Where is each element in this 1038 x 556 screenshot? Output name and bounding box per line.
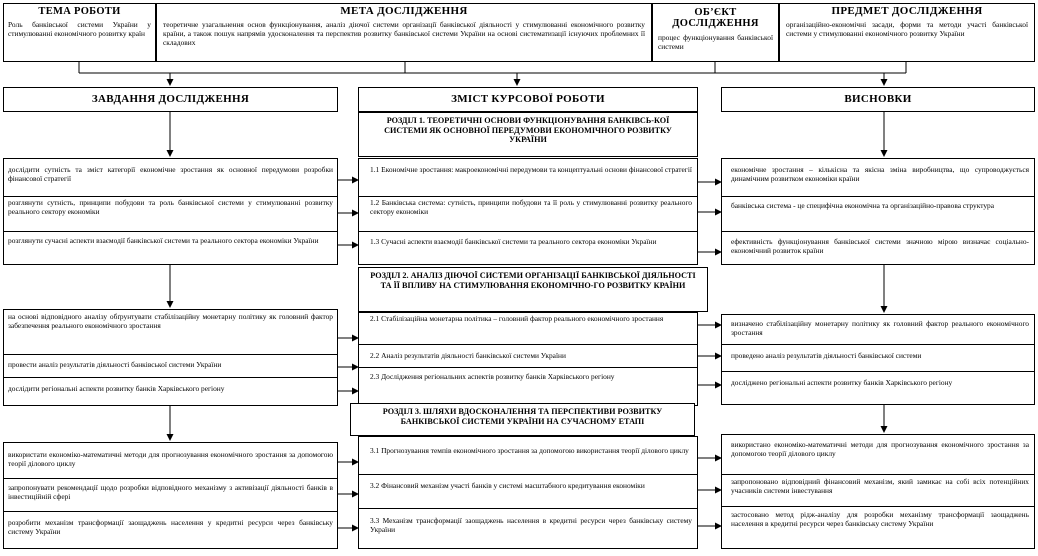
conclusion-2-2: проведено аналіз результатів діяльності банківської системи	[731, 351, 922, 360]
subject-box	[779, 3, 1035, 62]
task-3-2: запропонувати рекомендації щодо розробки відповідного механізму з активізації діяльності банків в інвестиційній сфері	[8, 483, 333, 501]
divider	[721, 196, 1035, 197]
divider	[721, 474, 1035, 475]
object-box	[652, 3, 779, 62]
topic-title: ТЕМА РОБОТИ	[38, 6, 121, 17]
conclusions-header: ВИСНОВКИ	[844, 93, 912, 105]
task-2-3: дослідити регіональні аспекти розвитку банків Харківського регіону	[8, 384, 225, 393]
task-2-1: на основі відповідного аналізу обґрунтувати стабілізаційну монетарну політику як головний фактор забезпечення реального економічного зростання	[8, 312, 333, 330]
divider	[721, 371, 1035, 372]
item-3-2: 3.2 Фінансовий механізм участі банків у системі масштабного кредитування економіки	[370, 481, 645, 490]
divider	[358, 367, 698, 368]
item-3-3: 3.3 Механізм трансформації заощаджень населення в кредитні ресурси через банківську систему України	[370, 516, 692, 534]
divider	[3, 354, 338, 355]
topic-box	[3, 3, 156, 62]
object-text: процес функціонування банківської системи	[658, 33, 773, 51]
object-title: ОБ’ЄКТ ДОСЛІДЖЕННЯ	[672, 7, 759, 29]
divider	[3, 231, 338, 232]
conclusion-2-1: визначено стабілізаційну монетарну політику як головний фактор реального економічного зростання	[731, 319, 1029, 337]
task-3-3: розробити механізм трансформації заощаджень населення у кредитні ресурси через банківську систему України	[8, 518, 333, 536]
conclusion-3-2: запропоновано відповідний фінансовий механізм, який замикає на собі всіх потенційних учасників системи інвестування	[731, 477, 1029, 495]
divider	[358, 508, 698, 509]
section-2-title: РОЗДІЛ 2. АНАЛІЗ ДІЮЧОЇ СИСТЕМИ ОРГАНІЗАЦІЇ БАНКІВСЬКОЇ ДІЯЛЬНОСТІ ТА ЇЇ ВПЛИВУ НА СТИМУЛЮВАННЯ ЕКОНОМІЧНО-ГО РОЗВИТКУ КРАЇНИ	[370, 271, 696, 290]
content-header: ЗМІСТ КУРСОВОЇ РОБОТИ	[451, 93, 605, 105]
subject-title: ПРЕДМЕТ ДОСЛІДЖЕННЯ	[831, 5, 983, 17]
conclusion-3-1: використано економіко-математичні методи для прогнозування економічного зростання за допомогою теорії ділового циклу	[731, 440, 1029, 458]
item-1-1: 1.1 Економічне зростання: макроекономічні передумови та концептуальні основи фінансової стратегії	[370, 165, 692, 174]
divider	[3, 511, 338, 512]
divider	[358, 231, 698, 232]
tasks-header: ЗАВДАННЯ ДОСЛІДЖЕННЯ	[91, 93, 250, 105]
section-3-title-box	[350, 403, 695, 436]
goal-box	[156, 3, 652, 62]
divider	[358, 344, 698, 345]
divider	[3, 196, 338, 197]
item-2-3: 2.3 Дослідження регіональних аспектів розвитку банків Харківського регіону	[370, 372, 615, 381]
tasks-header-box	[3, 87, 338, 112]
conclusion-1-3: ефективність функціонування банківської системи значною мірою визначає соціально-економічний розвиток країни	[731, 237, 1029, 255]
topic-text: Роль банківської системи України у стимулюванні економічного розвитку країн	[8, 20, 151, 38]
task-1-3: розглянути сучасні аспекти взаємодії банківської системи та реального сектора економіки України	[8, 236, 319, 245]
task-1-1: дослідити сутність та зміст категорії економічне зростання як основної передумови розробки фінансової стратегії	[8, 165, 333, 183]
conclusions-header-box	[721, 87, 1035, 112]
divider	[721, 231, 1035, 232]
task-1-2: розглянути сутність, принципи побудови та роль банківської системи у стимулюванні розвитку реального сектору економіки	[8, 198, 333, 216]
section-3-title: РОЗДІЛ 3. ШЛЯХИ ВДОСКОНАЛЕННЯ ТА ПЕРСПЕКТИВИ РОЗВИТКУ БАНКІВСЬКОЇ СИСТЕМИ УКРАЇНИ НА СУЧАСНОМУ ЕТАПІ	[382, 407, 663, 426]
divider	[358, 474, 698, 475]
divider	[3, 478, 338, 479]
section-1-title: РОЗДІЛ 1. ТЕОРЕТИЧНІ ОСНОВИ ФУНКЦІОНУВАННЯ БАНКІВСЬ-КОЇ СИСТЕМИ ЯК ОСНОВНОЇ ПЕРЕДУМОВИ ЕКОНОМІЧНОГО РОЗВИТКУ УКРАЇНИ	[384, 116, 672, 145]
section-1-title-box	[358, 112, 698, 157]
conclusion-1-2: банківська система - це специфічна економічна та організаційно-правова структура	[731, 201, 995, 210]
divider	[3, 377, 338, 378]
divider	[358, 196, 698, 197]
goal-text: теоретичне узагальнення основ функціонування, аналіз діючої системи організації банківської діяльності у стимулюванні економічного розвитку країни, а також пошук напрямів удосконалення та перспектив розвитку банківської системи України на основі систематизації існуючих проблемних її складових	[163, 20, 645, 47]
item-3-1: 3.1 Прогнозування темпів економічного зростання за допомогою використання теорії ділового циклу	[370, 446, 689, 455]
item-1-2: 1.2 Банківська система: сутність, принципи побудови та її роль у стимулюванні розвитку реального сектору економіки	[370, 198, 692, 216]
conclusion-1-1: економічне зростання – кількісна та якісна зміна виробництва, що супроводжується динамічним розвитком економіки країни	[731, 165, 1029, 183]
section-2-title-box	[358, 267, 708, 312]
conclusion-2-2: досліджено регіональні аспекти розвитку банків Харківського регіону	[731, 378, 953, 387]
divider	[721, 344, 1035, 345]
goal-title: МЕТА ДОСЛІДЖЕННЯ	[340, 5, 468, 17]
item-2-2: 2.2 Аналіз результатів діяльності банківської системи України	[370, 351, 566, 360]
subject-text: організаційно-економічні засади, форми та методи участі банківської системи у стимулюванні економічного розвитку України	[786, 20, 1028, 38]
item-1-3: 1.3 Сучасні аспекти взаємодії банківської системи та реального сектора економіки України	[370, 237, 657, 246]
task-2-2: провести аналіз результатів діяльності банківської системи України	[8, 360, 222, 369]
conclusion-3-3: застосовано метод рідж-аналізу для розробки механізму трансформації заощаджень населення в кредитні ресурси через банківську систему України	[731, 510, 1029, 528]
task-3-1: використати економіко-математичні методи для прогнозування економічного зростання за допомогою теорії ділового циклу	[8, 450, 333, 468]
divider	[721, 506, 1035, 507]
content-header-box	[358, 87, 698, 112]
item-2-1: 2.1 Стабілізаційна монетарна політика – головний фактор реального економічного зростання	[370, 314, 664, 323]
